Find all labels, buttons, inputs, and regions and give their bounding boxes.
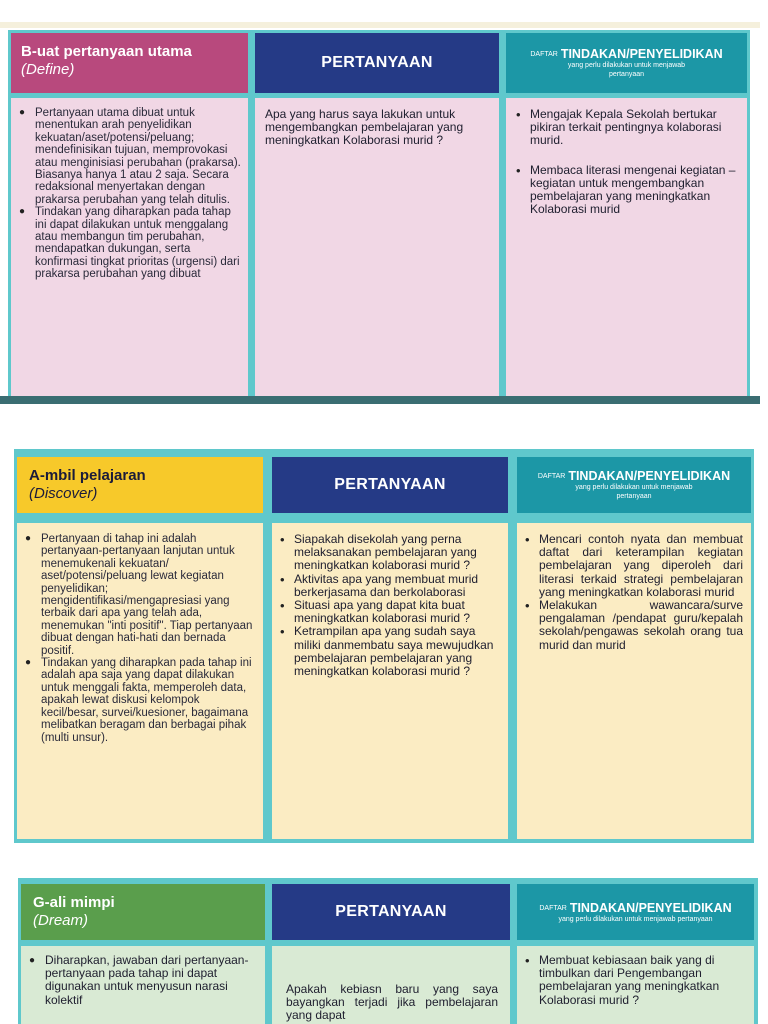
define-panel — [8, 30, 750, 402]
define-action-item: • Membaca literasi mengenai kegiatan –kegiatan untuk mengembangkan pembelajaran yang meningkatkan Kolaborasi murid — [512, 164, 739, 217]
dream-pertanyaan-header: PERTANYAAN — [272, 884, 510, 940]
discover-question-item: • Siapakah disekolah yang perna melaksanakan pembelajaran yang meningkatkan kolaborasi murid ? — [276, 533, 500, 573]
dream-left-cell — [21, 946, 265, 1024]
discover-left-item: ● Pertanyaan di tahap ini adalah pertanyaan-pertanyaan lanjutan untuk menemukenali kekuatan/ aset/potensi/peluang lewat kegiatan penyelidikan; mengidentifikasi/mengapresiasi yang terbaik dari apa yang telah ada, menemukan "inti positif". Tiap pertanyaan dibuat dengan hati-hati dan bernada positif. — [23, 533, 257, 657]
dream-header — [21, 884, 265, 940]
define-left-cell — [11, 98, 248, 402]
define-left-item: ● Pertanyaan utama dibuat untuk menentukan arah penyelidikan kekuatan/aset/potensi/peluang; mendefinisikan tujuan, memprovokasi atau menginisiasi perubahan (prakarsa). Biasanya hanya 1 atau 2 saja. Secara redaksional menyertakan dengan prakarsa perubahan yang telah ditulis. — [17, 107, 242, 206]
dream-left-item: ● Diharapkan, jawaban dari pertanyaan-pertanyaan pada tahap ini dapat digunakan untuk menyusun narasi kolektif — [27, 954, 259, 1007]
define-header — [11, 33, 248, 93]
discover-daftar-prefix: DAFTAR — [537, 473, 566, 481]
discover-left-item: ● Tindakan yang diharapkan pada tahap ini adalah apa saja yang dapat dilakukan untuk menggali fakta, memperoleh data, apakah lewat diskusi kelompok kecil/besar, survei/kuesioner, bagaimana melibatkan beragam dan berbagai pihak (multi unsur). — [23, 657, 257, 744]
discover-question-item: • Ketrampilan apa yang sudah saya miliki danmembatu saya mewujudkan pembelajaran pembelajaran yang meningkatkan kolaborasi murid ? — [276, 625, 500, 678]
discover-subtitle: (Discover) — [29, 485, 98, 502]
define-question: Apa yang harus saya lakukan untuk mengembangkan pembelajaran yang meningkatkan Kolaborasi murid ? — [265, 107, 464, 148]
define-title: B-uat pertanyaan utama — [21, 43, 192, 60]
dream-daftar-title: TINDAKAN/PENYELIDIKAN — [569, 900, 732, 915]
define-action-item: • Mengajak Kepala Sekolah bertukar pikiran terkait pentingnya kolaborasi murid. — [512, 108, 739, 148]
define-actions-cell — [506, 98, 747, 402]
discover-title: A-mbil pelajaran — [29, 467, 146, 484]
dream-daftar-header — [517, 884, 754, 940]
define-question-cell — [255, 98, 499, 402]
dream-question: Apakah kebiasn baru yang saya bayangkan terjadi jika pembelajaran yang dapat — [286, 982, 498, 1023]
define-left-item: ● Tindakan yang diharapkan pada tahap ini dapat dilakukan untuk menggalang atau membangun tim perubahan, mendapatkan dukungan, serta konfirmasi tingkat prioritas (urgensi) dari prakarsa perubahan yang dibuat — [17, 206, 242, 280]
discover-daftar-sub: yang perlu dilakukan untuk menjawab pertanyaan — [575, 484, 693, 500]
discover-question-item: • Aktivitas apa yang membuat murid berkerjasama dan berkolaborasi — [276, 573, 500, 599]
dream-daftar-sub: yang perlu dilakukan untuk menjawab pertanyaan — [558, 915, 713, 923]
discover-header — [17, 457, 263, 513]
dream-subtitle: (Dream) — [33, 912, 88, 929]
define-bottom-bar — [0, 396, 760, 404]
discover-actions-cell — [517, 523, 751, 839]
discover-pertanyaan-header: PERTANYAAN — [272, 457, 508, 513]
discover-daftar-title: TINDAKAN/PENYELIDIKAN — [568, 469, 731, 483]
discover-daftar-header — [517, 457, 751, 513]
define-pertanyaan-header: PERTANYAAN — [255, 33, 499, 93]
discover-panel — [14, 449, 754, 843]
top-divider — [0, 22, 760, 28]
define-daftar-prefix: DAFTAR — [530, 51, 558, 59]
discover-question-cell — [272, 523, 508, 839]
dream-daftar-prefix: DAFTAR — [539, 904, 567, 912]
discover-action-item: • Mencari contoh nyata dan membuat daftat dari keterampilan kegiatan pembelajaran yang diperoleh dari literasi terkaid strategi pembelajaran yang meningkatkan kolaborasi murid — [521, 533, 743, 599]
define-subtitle: (Define) — [21, 61, 75, 78]
dream-actions-cell — [517, 946, 754, 1024]
dream-title: G-ali mimpi — [33, 894, 115, 911]
define-daftar-title: TINDAKAN/PENYELIDIKAN — [560, 47, 723, 61]
define-daftar-sub: yang perlu dilakukan untuk menjawab pertanyaan — [567, 62, 686, 78]
define-daftar-header — [506, 33, 747, 93]
dream-panel — [18, 878, 758, 1024]
discover-left-cell — [17, 523, 263, 839]
discover-action-item: • Melakukan wawancara/surve pengalaman /pendapat guru/kepalah sekolah/pengawas sekolah orang tua murid dan murid — [521, 599, 743, 652]
discover-question-item: • Situasi apa yang dapat kita buat meningkatkan kolaborasi murid ? — [276, 599, 500, 625]
dream-question-cell — [272, 946, 510, 1024]
dream-action-item: • Membuat kebiasaan baik yang di timbulkan dari Pengembangan pembelajaran yang meningkatkan Kolaborasi murid ? — [521, 954, 746, 1007]
